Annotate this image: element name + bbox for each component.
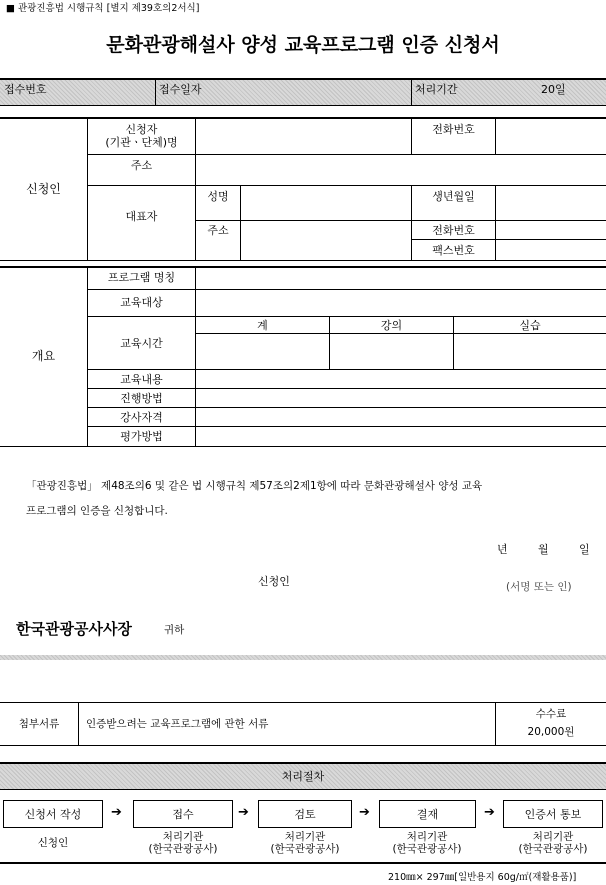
applicant-sign-label: 신청인 bbox=[258, 575, 290, 588]
procedure-actor-3: 처리기관 (한국관광공사) bbox=[270, 831, 340, 855]
date-day: 일 bbox=[579, 543, 590, 556]
procedure-title: 처리절차 bbox=[281, 769, 325, 783]
date-year: 년 bbox=[497, 543, 508, 556]
recipient-suffix: 귀하 bbox=[164, 624, 185, 636]
processing-period-value: 20일 bbox=[541, 83, 566, 96]
instructor-input[interactable] bbox=[196, 408, 606, 426]
arrow-right-icon: ➔ bbox=[484, 805, 495, 820]
rep-name-label: 성명 bbox=[207, 189, 229, 203]
procedure-actor-1: 신청인 bbox=[37, 837, 69, 849]
processing-period-label: 처리기간 bbox=[415, 83, 458, 96]
attachment-label: 첨부서류 bbox=[18, 717, 60, 730]
applicant-address-input[interactable] bbox=[196, 155, 606, 185]
target-input[interactable] bbox=[196, 290, 606, 316]
rep-address-input[interactable] bbox=[241, 221, 411, 260]
recipient-name: 한국관광공사사장 bbox=[16, 620, 132, 638]
overview-section-label: 개요 bbox=[31, 349, 56, 363]
time-practice-input[interactable] bbox=[454, 334, 606, 369]
fee-label: 수수료 bbox=[535, 707, 567, 720]
rep-birth-input[interactable] bbox=[496, 186, 606, 220]
procedure-step-4: 결재 bbox=[379, 800, 476, 828]
method-input[interactable] bbox=[196, 389, 606, 407]
paper-size-note: 210㎜× 297㎜[일반용지 60g/㎡(재활용품)] bbox=[388, 872, 577, 883]
applicant-name-label: 신청자 (기관ㆍ단체)명 bbox=[105, 123, 178, 149]
page-title: 문화관광해설사 양성 교육프로그램 인증 신청서 bbox=[106, 34, 500, 56]
time-lecture-input[interactable] bbox=[330, 334, 453, 369]
procedure-step-5: 인증서 통보 bbox=[503, 800, 603, 828]
procedure-step-1: 신청서 작성 bbox=[3, 800, 103, 828]
rep-address-label: 주소 bbox=[207, 223, 229, 237]
date-month: 월 bbox=[538, 543, 549, 556]
rep-phone-input[interactable] bbox=[496, 221, 606, 239]
arrow-right-icon: ➔ bbox=[111, 805, 122, 820]
procedure-actor-5: 처리기관 (한국관광공사) bbox=[518, 831, 588, 855]
applicant-section-label: 신청인 bbox=[26, 181, 61, 196]
content-label: 교육내용 bbox=[120, 372, 163, 386]
evaluation-input[interactable] bbox=[196, 427, 606, 446]
statement-line-1: 「관광진흥법」 제48조의6 및 같은 법 시행규칙 제57조의2제1항에 따라 문화관광해설사 양성 교육 bbox=[26, 480, 483, 492]
time-total-input[interactable] bbox=[196, 334, 329, 369]
applicant-phone-input[interactable] bbox=[496, 118, 606, 154]
procedure-step-3: 검토 bbox=[258, 800, 352, 828]
rep-fax-label: 팩스번호 bbox=[432, 243, 475, 257]
rep-name-input[interactable] bbox=[241, 186, 411, 220]
applicant-address-label: 주소 bbox=[130, 158, 153, 172]
arrow-right-icon: ➔ bbox=[238, 805, 249, 820]
time-lecture-label: 강의 bbox=[380, 318, 403, 332]
time-practice-label: 실습 bbox=[519, 318, 541, 332]
receipt-number-label: 접수번호 bbox=[4, 83, 47, 96]
form-reference-note: ■ 관광진흥법 시행규칙 [별지 제39호의2서식] bbox=[6, 3, 200, 14]
procedure-step-2: 접수 bbox=[133, 800, 233, 828]
representative-label: 대표자 bbox=[125, 209, 158, 223]
statement-line-2: 프로그램의 인증을 신청합니다. bbox=[26, 505, 168, 517]
arrow-right-icon: ➔ bbox=[359, 805, 370, 820]
receipt-bar bbox=[0, 78, 606, 106]
method-label: 진행방법 bbox=[120, 391, 163, 405]
attachment-content: 인증받으려는 교육프로그램에 관한 서류 bbox=[86, 717, 269, 730]
fee-value: 20,000원 bbox=[527, 725, 575, 738]
procedure-actor-2: 처리기관 (한국관광공사) bbox=[148, 831, 218, 855]
content-input[interactable] bbox=[196, 370, 606, 388]
program-name-label: 프로그램 명칭 bbox=[107, 270, 176, 284]
rep-fax-input[interactable] bbox=[496, 240, 606, 260]
procedure-actor-4: 처리기관 (한국관광공사) bbox=[392, 831, 462, 855]
time-label: 교육시간 bbox=[120, 336, 163, 350]
section-separator bbox=[0, 655, 606, 660]
applicant-name-input[interactable] bbox=[196, 118, 411, 154]
receipt-date-label: 접수일자 bbox=[159, 83, 202, 96]
evaluation-label: 평가방법 bbox=[120, 430, 163, 443]
rep-birth-label: 생년월일 bbox=[432, 189, 475, 203]
instructor-label: 강사자격 bbox=[120, 410, 163, 424]
applicant-phone-label: 전화번호 bbox=[432, 122, 475, 136]
program-name-input[interactable] bbox=[196, 267, 606, 289]
time-total-label: 계 bbox=[257, 318, 268, 332]
target-label: 교육대상 bbox=[120, 295, 163, 309]
rep-phone-label: 전화번호 bbox=[432, 223, 475, 237]
sign-note: (서명 또는 인) bbox=[506, 581, 572, 593]
